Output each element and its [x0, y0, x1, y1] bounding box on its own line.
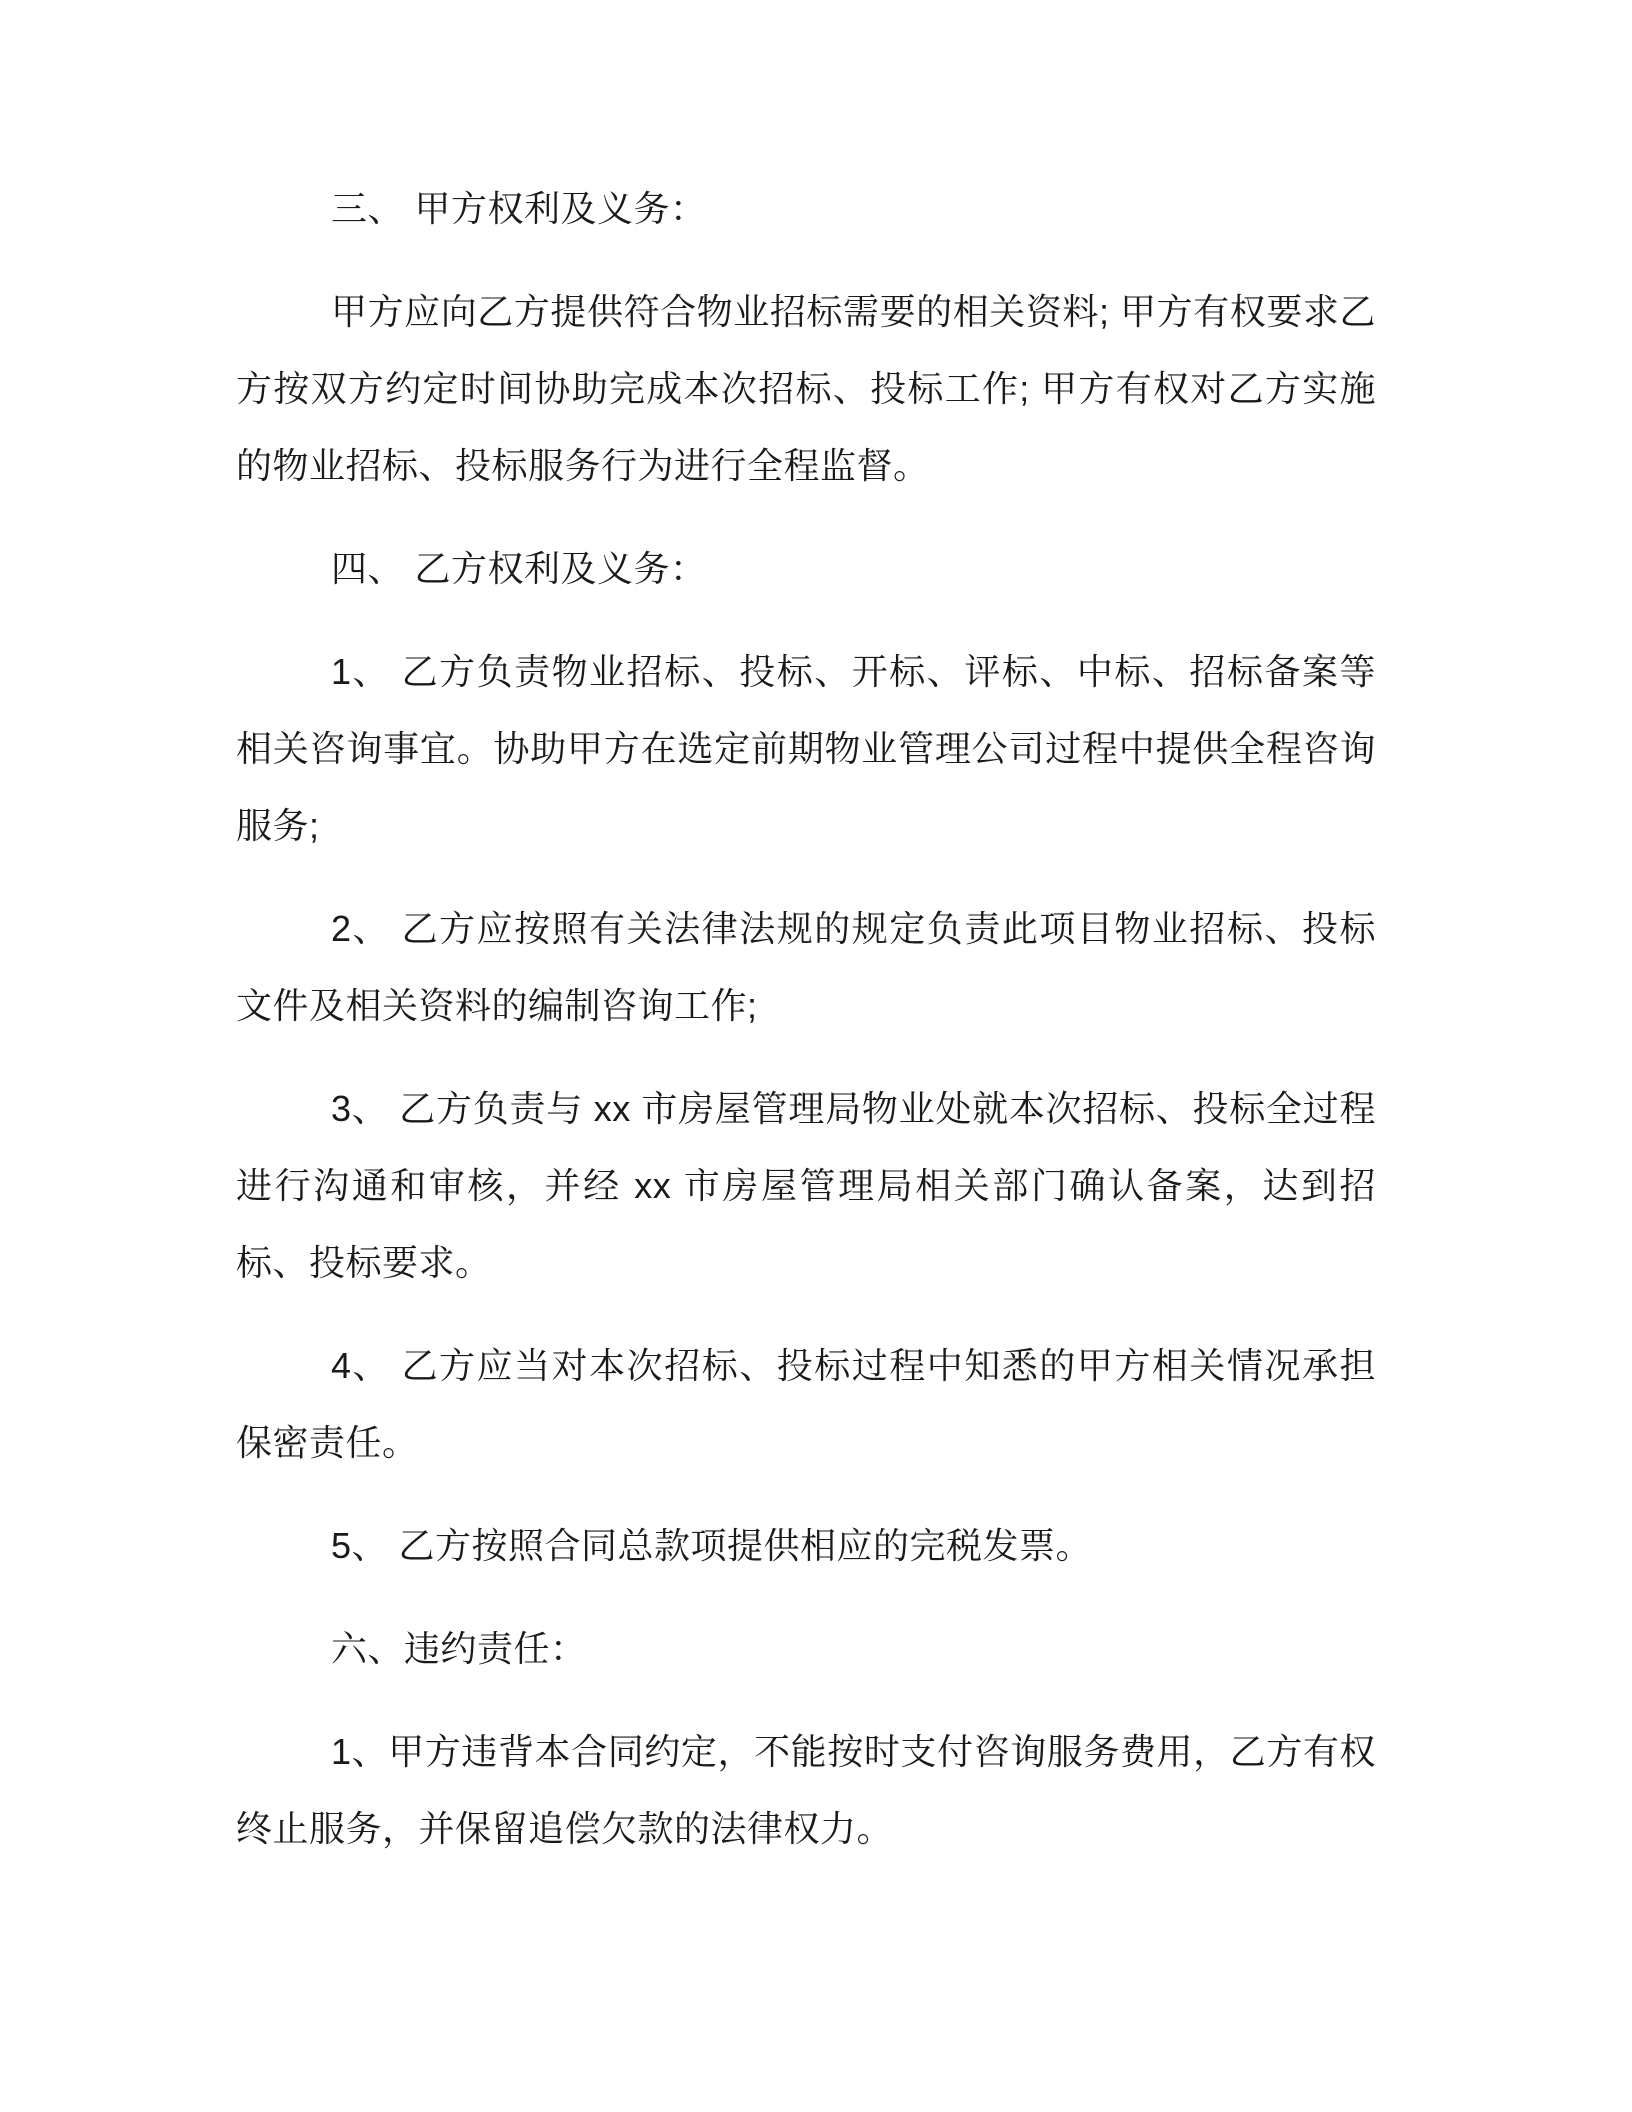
section-heading: 四、 乙方权利及义务：: [331, 548, 707, 589]
paragraph: 4、 乙方应当对本次招标、投标过程中知悉的甲方相关情况承担保密责任。: [236, 1345, 1376, 1463]
paragraph: 5、 乙方按照合同总款项提供相应的完税发票。: [331, 1525, 1093, 1566]
section-heading: 六、违约责任：: [331, 1628, 587, 1669]
paragraph: 甲方应向乙方提供符合物业招标需要的相关资料; 甲方有权要求乙方按双方约定时间协助完成本次招标、投标工作; 甲方有权对乙方实施的物业招标、投标服务行为进行全程监督。: [236, 291, 1376, 486]
document-body: [236, 170, 1376, 1867]
paragraph: 2、 乙方应按照有关法律法规的规定负责此项目物业招标、投标文件及相关资料的编制咨询工作;: [236, 908, 1376, 1026]
paragraph: 1、 乙方负责物业招标、投标、开标、评标、中标、招标备案等相关咨询事宜。协助甲方在选定前期物业管理公司过程中提供全程咨询服务;: [236, 651, 1376, 846]
paragraph: 3、 乙方负责与 xx 市房屋管理局物业处就本次招标、投标全过程进行沟通和审核，并经 xx 市房屋管理局相关部门确认备案，达到招标、投标要求。: [236, 1088, 1376, 1283]
paragraph: 1、甲方违背本合同约定，不能按时支付咨询服务费用，乙方有权终止服务，并保留追偿欠款的法律权力。: [236, 1731, 1376, 1849]
section-heading: 三、 甲方权利及义务：: [331, 188, 707, 229]
